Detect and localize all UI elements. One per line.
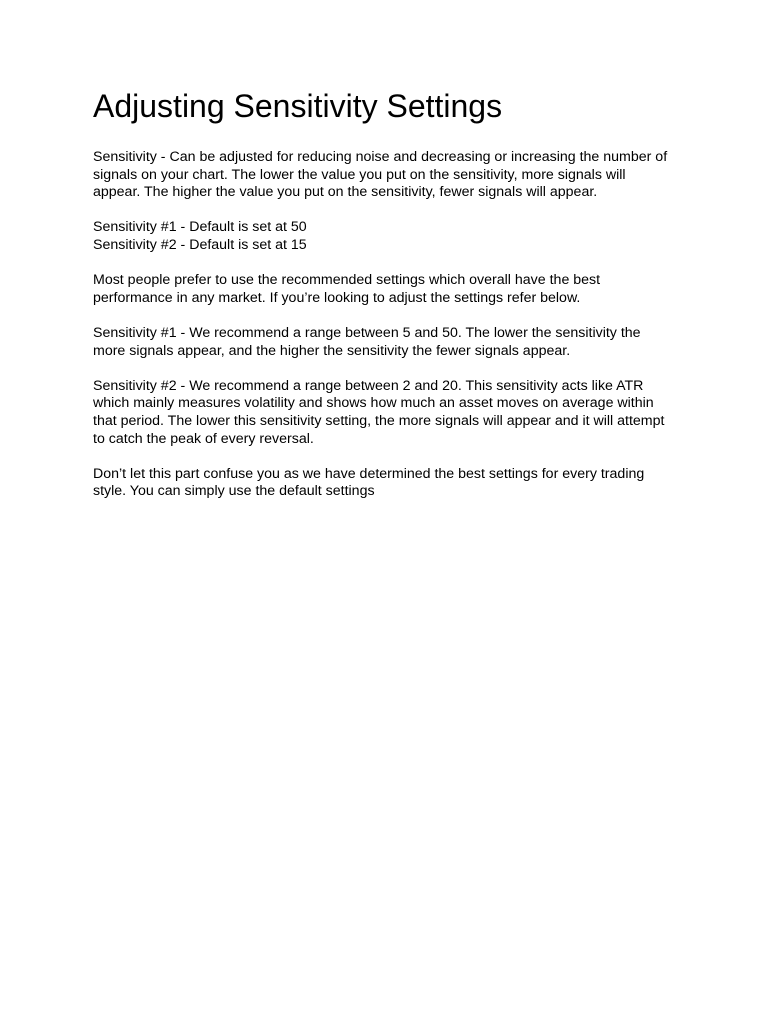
paragraph-sensitivity-intro: Sensitivity - Can be adjusted for reducing noise and decreasing or increasing the number of signals on your chart. The lower the value you put on the sensitivity, more signals will appear. The higher the value you put on the sensitivity, fewer signals will appear. [93, 149, 668, 201]
paragraph-recommended-settings: Most people prefer to use the recommended settings which overall have the best performance in any market. If you’re looking to adjust the settings refer below. [93, 272, 601, 306]
paragraph-closing-note: Don’t let this part confuse you as we have determined the best settings for every trading style. You can simply use the default settings [93, 465, 645, 500]
document-title: Adjusting Sensitivity Settings [93, 88, 503, 124]
default-sensitivity-1: Sensitivity #1 - Default is set at 50 [93, 219, 307, 236]
paragraph-sensitivity-2-range: Sensitivity #2 - We recommend a range between 2 and 20. This sensitivity acts like ATR which mainly measures volatility and shows how much an asset moves on average within that period. The lower this sensitivity setting, the more signals will appear and it will attempt to catch the peak of every reversal. [93, 377, 665, 447]
document-body [93, 149, 673, 518]
default-sensitivity-2: Sensitivity #2 - Default is set at 15 [93, 236, 307, 253]
paragraph-sensitivity-1-range: Sensitivity #1 - We recommend a range between 5 and 50. The lower the sensitivity the more signals appear, and the higher the sensitivity the fewer signals appear. [93, 324, 641, 359]
paragraph-defaults [93, 219, 673, 254]
